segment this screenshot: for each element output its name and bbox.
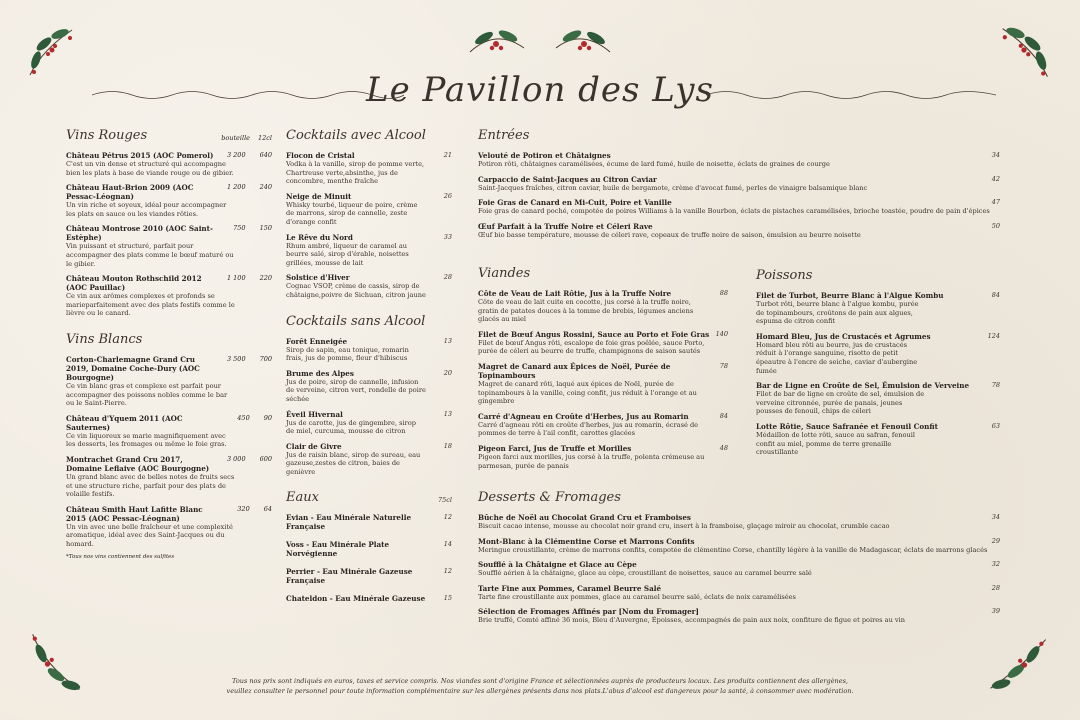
item-price: 84: [719, 411, 728, 420]
item-price: 13: [443, 336, 452, 345]
wine-description: Ce vin blanc gras et complexe est parfait pour accompagner des poissons nobles comme le bar ou le Saint-Pierre.: [66, 381, 228, 408]
col-water-size: 75cl: [438, 496, 452, 505]
wine-item: [66, 414, 272, 449]
menu-item: [478, 289, 728, 324]
menu-item: [756, 332, 1000, 375]
menu-row: [756, 291, 1000, 300]
wine-item: [66, 355, 272, 408]
wine-item: [66, 455, 272, 499]
item-description: Homard bleu rôti au beurre, jus de crustacés réduit à l'orange sanguine, risotto de petit épeautre à l'encre de seiche, caviar d'aubergine fumée: [756, 340, 918, 375]
menu-item: [756, 291, 1000, 326]
col-glass: 12cl: [258, 134, 272, 142]
glass-price: 700: [259, 354, 272, 363]
wine-prices: [237, 414, 272, 422]
wine-name: Château Smith Haut Lafitte Blanc 2015 (AOC Pessac-Léognan): [66, 504, 203, 523]
wine-name: Corton-Charlemagne Grand Cru 2019, Domaine Coche-Dury (AOC Bourgogne): [66, 354, 200, 382]
item-price: 140: [715, 329, 728, 338]
menu-item: [286, 410, 452, 436]
wine-prices: [227, 455, 272, 463]
menu-item: [286, 540, 452, 558]
menu-row: [478, 175, 1000, 184]
item-price: 20: [443, 368, 452, 377]
item-name: Foie Gras de Canard en Mi-Cuit, Poire et Vanille: [478, 198, 672, 208]
menu-item: [756, 381, 1000, 416]
wine-name: Château Pétrus 2015 (AOC Pomerol): [66, 151, 214, 160]
wine-item: [66, 151, 272, 177]
menu-item: [286, 594, 452, 603]
wine-item: [66, 274, 272, 318]
menu-row: [286, 567, 452, 585]
item-price: 26: [443, 191, 452, 200]
item-name: Filet de Bœuf Angus Rossini, Sauce au Porto et Foie Gras: [478, 329, 710, 339]
wine-description: Vin puissant et structuré, parfait pour accompagner des plats comme le bœuf maturé ou le gibier.: [66, 242, 234, 268]
item-name: Éveil Hivernal: [286, 409, 343, 419]
item-price: 15: [443, 594, 452, 603]
item-description: Rhum ambré, liqueur de caramel au beurre salé, sirop d'érable, noisettes grillées, mousse de lait: [286, 241, 409, 267]
menu-row: [478, 584, 1000, 593]
col-bottle: bouteille: [221, 134, 250, 142]
wine-name: Château Montrose 2010 (AOC Saint-Estèphe): [66, 224, 213, 243]
menu-row: [478, 222, 1000, 231]
item-name: Carré d'Agneau en Croûte d'Herbes, Jus au Romarin: [478, 411, 689, 421]
item-description: Jus de raisin blanc, sirop de sureau, eau gazeuse,zestes de citron, baies de genièvre: [286, 450, 421, 476]
item-name: Flocon de Cristal: [286, 151, 355, 160]
item-description: Magret de canard rôti, laqué aux épices de Noël, purée de topinambours à la vanille, coing confit, jus réduit à l'orange et au gingembre: [478, 379, 697, 406]
menu-row: [478, 560, 1000, 569]
wine-item: [66, 505, 272, 549]
menu-item: [478, 607, 1000, 625]
footer-line-1: Tous nos prix sont indiqués en euros, taxes et service compris. Nos viandes sont d'origine France et sélectionnées auprès de producteurs locaux. Les produits contiennent des allergènes,: [232, 677, 848, 685]
item-description: Meringue croustillante, crème de marrons confits, compotée de clémentine Corse, chantilly légère à la vanille de Madagascar, éclats de marrons glacés: [478, 545, 988, 554]
item-price: 88: [719, 289, 728, 297]
desserts-column: [478, 490, 1000, 631]
item-name: Perrier - Eau Minérale Gazeuse Française: [286, 567, 413, 586]
item-description: Jus de poire, sirop de cannelle, infusion de verveine, citron vert, rondelle de poire séchée: [286, 377, 426, 403]
menu-item: [478, 537, 1000, 555]
bottle-price: 320: [237, 504, 250, 513]
item-description: Vodka à la vanille, sirop de pomme verte, Chartreuse verte,absinthe, jus de concombre, menthe fraîche: [286, 160, 425, 186]
meats-column: [478, 266, 728, 476]
section-title-meats: Viandes: [478, 266, 531, 281]
menu-item: [286, 337, 452, 363]
menu-item: [286, 513, 452, 531]
menu-row: [286, 410, 452, 419]
item-description: Whisky tourbé, liqueur de poire, crème de marrons, sirop de cannelle, zeste d'orange confit: [286, 200, 418, 226]
fish-column: [756, 268, 1000, 463]
item-price: 14: [443, 540, 452, 549]
item-name: Evian - Eau Minérale Naturelle Française: [286, 513, 412, 532]
item-description: Filet de bœuf Angus rôti, escalope de foie gras poêlée, sauce Porto, purée de céleri au beurre de truffe, champignons de saison sautés: [478, 338, 705, 356]
item-description: Œuf bio basse température, mousse de céleri rave, copeaux de truffe noire de saison, émulsion au beurre noisette: [478, 230, 861, 239]
wine-name: Château Haut-Brion 2009 (AOC Pessac-Léognan): [66, 183, 194, 202]
item-name: Soufflé à la Châtaigne et Glace au Cèpe: [478, 560, 637, 570]
wines-column: [66, 128, 272, 560]
menu-row: [756, 422, 1000, 431]
item-description: Soufflé aérien à la châtaigne, glace au cèpe, croustillant de noisettes, sauce au caramel beurre salé: [478, 569, 812, 578]
item-price: 18: [443, 441, 452, 450]
wine-name: Château Mouton Rothschild 2012 (AOC Pauillac): [66, 274, 202, 293]
menu-item: [478, 222, 1000, 240]
bottle-price: 3 500: [226, 354, 246, 363]
menu-item: [286, 233, 452, 268]
item-price: 42: [991, 174, 1000, 183]
item-description: Cognac VSOP, crème de cassis, sirop de châtaigne,poivre de Sichuan, citron jaune: [286, 282, 426, 299]
item-name: Solstice d'Hiver: [286, 273, 350, 283]
wine-item: [66, 224, 272, 268]
item-name: Côte de Veau de Lait Rôtie, Jus à la Truffe Noire: [478, 289, 672, 298]
item-description: Tarte fine croustillante aux pommes, glace au caramel beurre salé, éclats de noix caramélisées: [478, 592, 796, 601]
glass-price: 600: [259, 454, 272, 463]
bottle-price: 1 100: [226, 274, 246, 283]
menu-item: [478, 412, 728, 438]
wine-description: Un vin riche et soyeux, idéal pour accompagner les plats en sauce ou les viandes rôties.: [66, 201, 227, 218]
menu-row: [286, 513, 452, 531]
item-name: Œuf Parfait à la Truffe Noire et Céleri Rave: [478, 221, 653, 231]
holly-top-center-right-icon: [552, 18, 614, 62]
food-column: [478, 128, 1000, 245]
glass-price: 220: [259, 274, 272, 283]
drinks-column: [286, 128, 452, 612]
menu-item: [478, 198, 1000, 216]
menu-item: [478, 362, 728, 406]
menu-item: [478, 444, 728, 470]
menu-row: [478, 444, 728, 453]
item-name: Neige de Minuit: [286, 191, 352, 201]
section-title-cocktails-alcohol: Cocktails avec Alcool: [286, 128, 426, 143]
item-description: Turbot rôti, beurre blanc à l'algue kombu, purée de topinambours, croûtons de pain aux algues, espuma de citron confit: [756, 300, 919, 326]
item-name: Filet de Turbot, Beurre Blanc à l'Algue Kombu: [756, 291, 944, 300]
glass-price: 90: [263, 413, 272, 422]
menu-row: [756, 332, 1000, 341]
menu-row: [286, 192, 452, 201]
item-name: Mont-Blanc à la Clémentine Corse et Marrons Confits: [478, 536, 695, 546]
item-name: Sélection de Fromages Affinés par [Nom du Fromager]: [478, 607, 699, 617]
menu-row: [478, 198, 1000, 207]
menu-row: [286, 369, 452, 378]
wine-name: Château d'Yquem 2011 (AOC Sauternes): [66, 413, 183, 432]
item-name: Chateldon - Eau Minérale Gazeuse: [286, 594, 426, 604]
item-price: 39: [991, 607, 1000, 616]
wine-row: [66, 183, 272, 201]
menu-item: [478, 584, 1000, 602]
wine-row: [66, 414, 272, 432]
wine-row: [66, 151, 272, 160]
menu-row: [756, 381, 1000, 390]
item-description: Carré d'agneau rôti en croûte d'herbes, jus au romarin, écrasé de pommes de terre à l'ail confit, carottes glacées: [478, 420, 699, 438]
item-name: Voss - Eau Minérale Plate Norvégienne: [286, 540, 390, 559]
item-price: 28: [443, 273, 452, 282]
item-name: Carpaccio de Saint-Jacques au Citron Caviar: [478, 174, 657, 184]
menu-row: [478, 289, 728, 298]
item-description: Jus de carotte, jus de gingembre, sirop de miel, curcuma, mousse de citron: [286, 418, 416, 436]
item-name: Clair de Givre: [286, 441, 342, 451]
menu-row: [286, 233, 452, 242]
wine-description: C'est un vin dense et structuré qui accompagne bien les plats à base de viande rouge ou de gibier.: [66, 160, 234, 177]
item-description: Brie truffé, Comté affiné 36 mois, Bleu d'Auvergne, Époisses, accompagnés de pain aux noix, confiture de figue et poires au vin: [478, 616, 906, 625]
section-title-fish: Poissons: [756, 268, 813, 283]
bottle-price: 1 200: [226, 183, 246, 192]
menu-row: [478, 330, 728, 339]
glass-price: 150: [259, 224, 272, 233]
item-price: 84: [991, 291, 1000, 299]
item-price: 50: [991, 221, 1000, 230]
item-name: Bar de Ligne en Croûte de Sel, Émulsion de Verveine: [756, 381, 970, 391]
menu-row: [478, 151, 1000, 160]
wine-prices: [227, 151, 272, 159]
menu-row: [286, 337, 452, 346]
item-description: Côte de veau de lait cuite en cocotte, jus corsé à la truffe noire, gratin de patates douces à la tomme de brebis, légumes anciens glacés au miel: [478, 298, 694, 324]
bottle-price: 3 200: [226, 151, 246, 159]
item-name: Magret de Canard aux Épices de Noël, Purée de Topinambours: [478, 361, 671, 380]
menu-row: [478, 362, 728, 380]
wine-prices: [237, 505, 272, 513]
sulfite-note: *Tous nos vins contiennent des sulfites: [66, 554, 175, 561]
item-description: Saint-Jacques fraîches, citron caviar, huile de bergamote, crème d'avocat fumé, perles de vinaigre balsamique blanc: [478, 183, 868, 192]
menu-item: [286, 442, 452, 477]
menu-row: [478, 513, 1000, 522]
item-name: Lotte Rôtie, Sauce Safranée et Fenouil Confit: [756, 421, 938, 431]
wine-row: [66, 224, 272, 242]
item-price: 12: [443, 567, 452, 576]
menu-item: [286, 369, 452, 404]
item-price: 12: [443, 513, 452, 522]
menu-item: [478, 151, 1000, 169]
item-price: 32: [991, 560, 1000, 569]
item-price: 48: [719, 443, 728, 452]
footer-line-2: veuillez consulter le personnel pour toute information complémentaire sur les allergènes présents dans nos plats.L'abus d'alcool est dangereux pour la santé, à consommer avec modération.: [226, 687, 854, 695]
bottle-price: 3 000: [226, 454, 246, 463]
bottle-price: 450: [237, 413, 250, 422]
section-title-waters: Eaux: [286, 490, 319, 506]
item-name: Forêt Enneigée: [286, 336, 348, 346]
item-name: Le Rêve du Nord: [286, 232, 353, 242]
item-description: Biscuit cacao intense, mousse au chocolat noir grand cru, insert à la framboise, glaçage miroir au chocolat, crumble cacao: [478, 522, 890, 530]
item-description: Médaillon de lotte rôti, sauce au safran, fenouil confit au miel, pomme de terre grenaille croustillante: [756, 430, 915, 457]
menu-item: [478, 513, 1000, 531]
menu-row: [478, 412, 728, 421]
item-name: Brume des Alpes: [286, 368, 354, 378]
menu-item: [286, 273, 452, 299]
item-price: 13: [443, 409, 452, 418]
wine-description: Un vin avec une belle fraîcheur et une complexité aromatique, idéal avec des Saint-Jacques ou du homard.: [66, 522, 233, 548]
footer-disclaimer: [0, 676, 1080, 696]
wine-description: Ce vin liquoreux se marie magnifiquement avec les desserts, les fromages ou même le foie gras.: [66, 431, 227, 449]
item-price: 33: [443, 232, 452, 241]
wine-item: [66, 183, 272, 218]
swirl-divider-right: [706, 88, 996, 102]
menu-item: [478, 330, 728, 356]
item-price: 78: [719, 361, 728, 370]
section-title-starters: Entrées: [478, 128, 530, 143]
item-description: Pigeon farci aux morilles, jus corsé à la truffe, polenta crémeuse au parmesan, purée de panais: [478, 452, 705, 470]
wine-row: [66, 505, 272, 523]
item-price: 21: [443, 151, 452, 159]
item-price: 29: [991, 536, 1000, 545]
menu-item: [478, 560, 1000, 578]
item-description: Filet de bar de ligne en croûte de sel, émulsion de verveine citronnée, purée de panais, jeunes pousses de fenouil, chips de céleri: [756, 390, 925, 416]
wine-row: [66, 355, 272, 382]
menu-item: [756, 422, 1000, 457]
section-title-desserts: Desserts & Fromages: [478, 490, 621, 505]
wine-description: Un grand blanc avec de belles notes de fruits secs et une structure riche, parfait pour des plats de volaille festifs.: [66, 472, 235, 499]
wine-prices: [227, 183, 272, 191]
wine-name: Montrachet Grand Cru 2017, Domaine Leflaive (AOC Bourgogne): [66, 454, 210, 473]
item-name: Velouté de Potiron et Châtaignes: [478, 151, 611, 160]
section-title-cocktails-soft: Cocktails sans Alcool: [286, 313, 426, 329]
menu-row: [286, 442, 452, 451]
swirl-divider-left: [92, 88, 404, 102]
menu-row: [286, 273, 452, 282]
item-name: Homard Bleu, Jus de Crustacés et Agrumes: [756, 331, 931, 341]
menu-row: [286, 151, 452, 160]
wine-description: Ce vin aux arômes complexes et profonds se marieparfaitement avec des plats festifs comme le lièvre ou le canard.: [66, 292, 235, 318]
restaurant-title: Le Pavillon des Lys: [366, 70, 714, 110]
item-name: Tarte Fine aux Pommes, Caramel Beurre Salé: [478, 583, 662, 593]
menu-item: [286, 151, 452, 186]
item-price: 63: [991, 421, 1000, 430]
glass-price: 64: [263, 504, 272, 513]
wine-row: [66, 274, 272, 292]
menu-item: [286, 567, 452, 585]
item-price: 124: [987, 331, 1000, 340]
item-name: Pigeon Farci, Jus de Truffe et Morilles: [478, 443, 632, 453]
section-title-red-wines: Vins Rouges: [66, 128, 148, 143]
glass-price: 640: [259, 151, 272, 159]
menu-row: [478, 537, 1000, 546]
wine-prices: [227, 274, 272, 282]
item-price: 34: [991, 151, 1000, 159]
menu-item: [286, 192, 452, 227]
holly-top-center-left-icon: [466, 18, 528, 62]
item-description: Potiron rôti, châtaignes caramélisées, écume de lard fumé, huile de noisette, éclats de graines de courge: [478, 160, 830, 168]
section-title-white-wines: Vins Blancs: [66, 331, 143, 347]
bottle-price: 750: [233, 224, 246, 233]
item-price: 47: [991, 198, 1000, 207]
wine-row: [66, 455, 272, 473]
menu-item: [478, 175, 1000, 193]
wine-prices: [227, 355, 272, 363]
item-name: Bûche de Noël au Chocolat Grand Cru et Framboises: [478, 513, 691, 522]
menu-row: [286, 594, 452, 603]
glass-price: 240: [259, 183, 272, 192]
wine-prices: [233, 224, 272, 232]
menu-row: [286, 540, 452, 558]
item-description: Foie gras de canard poché, compotée de poires Williams à la vanille Bourbon, éclats de pistaches caramélisées, brioche toastée, poudre de pain d'épices: [478, 207, 990, 216]
item-price: 34: [991, 513, 1000, 521]
item-price: 28: [991, 583, 1000, 592]
item-description: Sirop de sapin, eau tonique, romarin frais, jus de pomme, fleur d'hibiscus: [286, 345, 409, 363]
item-price: 78: [991, 381, 1000, 390]
